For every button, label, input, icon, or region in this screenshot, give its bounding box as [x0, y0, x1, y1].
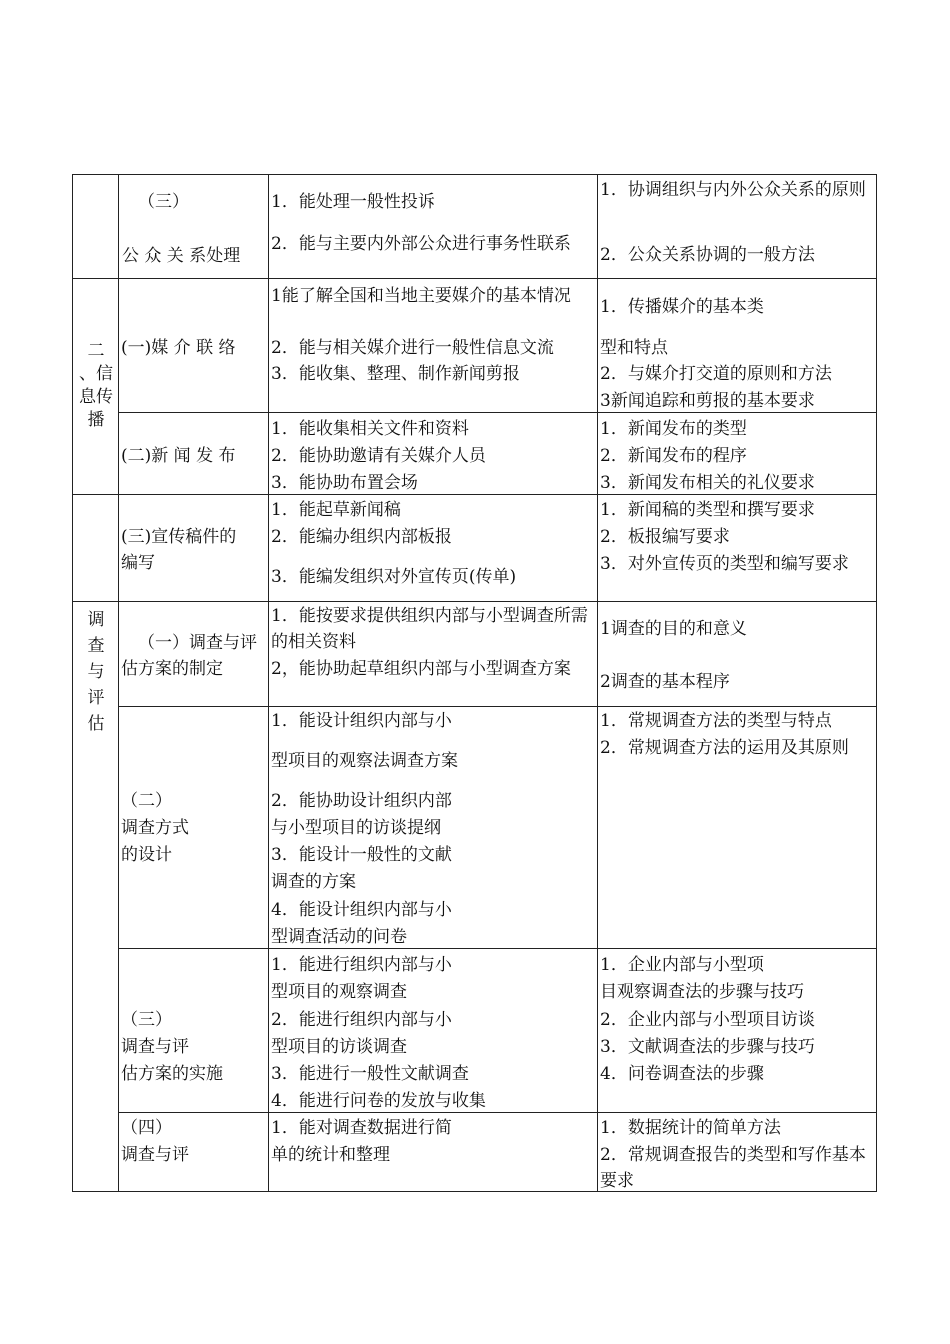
section-label-survey: 调 查 与 评 估: [87, 610, 105, 734]
knowledge-item: 3新闻追踪和剪报的基本要求: [600, 391, 815, 411]
ability-item: 1．能设计组织内部与小: [271, 711, 452, 731]
knowledge-item: 3．文献调查法的步骤与技巧: [600, 1037, 815, 1057]
subsection-cell: (一)媒 介 联 络: [121, 338, 236, 358]
ability-item: 型调查活动的问卷: [271, 927, 407, 947]
ability-item: 型项目的访谈调查: [271, 1037, 407, 1057]
ability-item: 3．能收集、整理、制作新闻剪报: [271, 364, 520, 384]
subsection-cell: （一）调查与评: [138, 633, 257, 653]
ability-item: 1．能对调查数据进行简: [271, 1118, 452, 1138]
knowledge-item: 1．新闻稿的类型和撰写要求: [600, 500, 815, 520]
knowledge-item: 1．常规调查方法的类型与特点: [600, 711, 832, 731]
knowledge-item: 1．传播媒介的基本类: [600, 297, 764, 317]
knowledge-item: 1调查的目的和意义: [600, 619, 747, 639]
knowledge-item: 2．板报编写要求: [600, 527, 730, 547]
subsection-cell: 调查与评: [121, 1037, 189, 1057]
subsection-cell: 估方案的制定: [121, 659, 223, 679]
subsection-cell: (二)新 闻 发 布: [121, 446, 236, 466]
ability-item: 1．能处理一般性投诉: [271, 192, 435, 212]
ability-item: 1．能进行组织内部与小: [271, 955, 452, 975]
ability-item: 型项目的观察调查: [271, 982, 407, 1002]
ability-item: 2，能协助起草组织内部与小型调查方案: [271, 659, 571, 679]
subsection-cell: （三）: [121, 1010, 172, 1030]
ability-item: 2．能协助邀请有关媒介人员: [271, 446, 486, 466]
ability-item: 3．能设计一般性的文献: [271, 845, 452, 865]
ability-item: 型项目的观察法调查方案: [271, 751, 458, 771]
knowledge-item: 2．常规调查报告的类型和写作基本要求: [600, 1145, 866, 1191]
ability-item: 2．能协助设计组织内部: [271, 791, 452, 811]
knowledge-item: 2调查的基本程序: [600, 672, 730, 692]
ability-item: 2．能与相关媒介进行一般性信息文流: [271, 338, 554, 358]
ability-item: 1．能收集相关文件和资料: [271, 419, 469, 439]
knowledge-item: 2．企业内部与小型项目访谈: [600, 1010, 815, 1030]
ability-item: 4．能设计组织内部与小: [271, 900, 452, 920]
ability-item: 2．能与主要内外部公众进行事务性联系: [271, 234, 571, 254]
subsection-cell: (三)宣传稿件的: [121, 527, 237, 547]
knowledge-item: 2．新闻发布的程序: [600, 446, 747, 466]
knowledge-item: 2．常规调查方法的运用及其原则: [600, 738, 849, 758]
knowledge-item: 1．新闻发布的类型: [600, 419, 747, 439]
ability-item: 与小型项目的访谈提纲: [271, 818, 441, 838]
subsection-cell: （三）: [138, 192, 189, 212]
subsection-cell: 调查方式: [121, 818, 189, 838]
knowledge-item: 型和特点: [600, 338, 668, 358]
subsection-cell: （四）: [121, 1118, 172, 1138]
ability-item: 3．能编发组织对外宣传页(传单): [271, 567, 517, 587]
knowledge-item: 3．对外宣传页的类型和编写要求: [600, 554, 849, 574]
knowledge-item: 4．问卷调查法的步骤: [600, 1064, 764, 1084]
subsection-cell: 编写: [121, 553, 155, 573]
ability-item: 单的统计和整理: [271, 1145, 390, 1165]
subsection-cell: （二）: [121, 791, 172, 811]
ability-item: 调查的方案: [271, 872, 356, 892]
subsection-cell: 估方案的实施: [121, 1064, 223, 1084]
ability-item: 1能了解全国和当地主要媒介的基本情况: [271, 286, 571, 306]
ability-item: 3．能进行一般性文献调查: [271, 1064, 469, 1084]
knowledge-item: 目观察调查法的步骤与技巧: [600, 982, 804, 1002]
subsection-cell: 公 众 关 系处理: [122, 246, 241, 266]
knowledge-item: 1．协调组织与内外公众关系的原则: [600, 180, 866, 200]
knowledge-item: 1．数据统计的简单方法: [600, 1118, 781, 1138]
ability-item: 2．能进行组织内部与小: [271, 1010, 452, 1030]
ability-item: 4．能进行问卷的发放与收集: [271, 1091, 486, 1111]
ability-item: 3．能协助布置会场: [271, 473, 418, 493]
ability-item: 1．能按要求提供组织内部与小型调查所需的相关资料: [271, 606, 588, 652]
section-label-info: 二 、信 息传 播: [79, 341, 113, 430]
ability-item: 1．能起草新闻稿: [271, 500, 401, 520]
subsection-cell: 调查与评: [121, 1145, 189, 1165]
knowledge-item: 3．新闻发布相关的礼仪要求: [600, 473, 815, 493]
knowledge-item: 2．与媒介打交道的原则和方法: [600, 364, 832, 384]
knowledge-item: 2．公众关系协调的一般方法: [600, 245, 815, 265]
ability-item: 2．能编办组织内部板报: [271, 527, 452, 547]
knowledge-item: 1．企业内部与小型项: [600, 955, 764, 975]
subsection-cell: 的设计: [121, 845, 172, 865]
